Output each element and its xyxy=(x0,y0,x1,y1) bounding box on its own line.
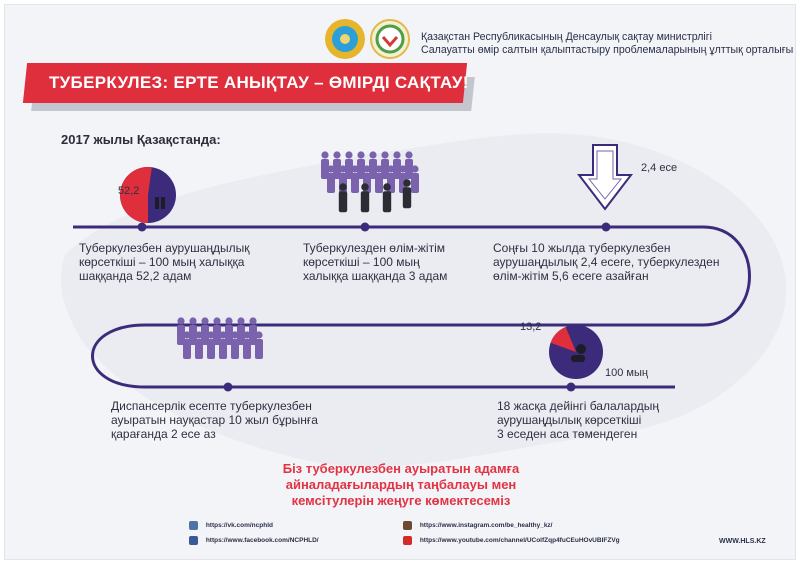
person-head xyxy=(177,317,184,324)
state-emblem-icon xyxy=(323,17,367,61)
fact-2 xyxy=(303,241,447,283)
fact-line: Диспансерлік есепте туберкулезбен xyxy=(111,399,312,413)
fact-5 xyxy=(497,399,659,441)
fact-line: аурушаңдылық көрсеткіші xyxy=(497,413,642,427)
person-body xyxy=(375,173,383,193)
person-head xyxy=(327,165,334,172)
person-head xyxy=(345,151,352,158)
person-head xyxy=(399,165,406,172)
fact-line: шаққанда 52,2 адам xyxy=(79,269,192,283)
fact-line: өлім-жітім 5,6 есеге азайған xyxy=(493,269,649,283)
ministry-line-2: Салауатты өмір салтын қалыптастыру проблемаларының ұлттық орталығы xyxy=(421,44,794,56)
person-head xyxy=(189,317,196,324)
person-body xyxy=(411,173,419,193)
person-head xyxy=(411,165,418,172)
timeline-dot-1 xyxy=(138,223,147,232)
pie-13-chart xyxy=(549,325,603,379)
cta-line-3: кемсітулерін жеңуге көмектесеміз xyxy=(291,493,511,508)
vk-icon xyxy=(189,521,198,530)
instagram-url: https://www.instagram.com/be_healthy_kz/ xyxy=(419,522,553,529)
cta-line-1: Біз туберкулезбен ауыратын адамға xyxy=(282,461,520,476)
vk-url: https://vk.com/ncphld xyxy=(205,522,273,529)
person-head xyxy=(357,151,364,158)
fact-line: Туберкулезбен аурушаңдылық xyxy=(79,241,250,255)
fact-line: көрсеткіші – 100 мың халыққа xyxy=(79,255,245,269)
pie-13-label: 13,2 xyxy=(520,321,542,333)
instagram-link[interactable] xyxy=(403,521,553,530)
person-head xyxy=(381,151,388,158)
person-body xyxy=(361,191,369,212)
vk-link[interactable] xyxy=(189,521,273,530)
person-head xyxy=(255,331,262,338)
timeline-dot-5 xyxy=(567,383,576,392)
youtube-url: https://www.youtube.com/channel/UColfZqp4fuCEuHOvUBIFZVg xyxy=(419,537,620,544)
person-body xyxy=(183,339,191,359)
fact-line: Туберкулезден өлім-жітім xyxy=(303,241,445,255)
cta-line-2: айналадағылардың таңбалауы мен xyxy=(285,477,517,492)
ncphld-logo-icon xyxy=(369,17,411,61)
fact-3 xyxy=(493,241,719,283)
person-head xyxy=(387,165,394,172)
call-to-action xyxy=(5,461,796,509)
person-body xyxy=(383,191,391,212)
person-body xyxy=(207,339,215,359)
fact-4 xyxy=(111,399,318,441)
person-head xyxy=(249,317,256,324)
person-head xyxy=(369,151,376,158)
person-head xyxy=(403,179,411,187)
fact-line: ауыратын науқастар 10 жыл бұрынға xyxy=(111,413,318,427)
person-body xyxy=(255,339,263,359)
person-head xyxy=(219,331,226,338)
youtube-icon xyxy=(403,536,412,545)
website-link[interactable]: WWW.HLS.KZ xyxy=(719,538,766,545)
banner-title: ТУБЕРКУЛЕЗ: ЕРТЕ АНЫҚТАУ – ӨМІРДІ САҚТАУ! xyxy=(49,73,469,92)
person-head xyxy=(393,151,400,158)
subtitle: 2017 жылы Қазақстанда: xyxy=(61,132,221,147)
person-head xyxy=(333,151,340,158)
person-head xyxy=(243,331,250,338)
ministry-text xyxy=(421,31,793,57)
person-head xyxy=(225,317,232,324)
person-head xyxy=(361,183,369,191)
person-head xyxy=(339,183,347,191)
fact-line: Соңғы 10 жылда туберкулезбен xyxy=(493,241,671,255)
person-head xyxy=(213,317,220,324)
person-head xyxy=(183,331,190,338)
facebook-link[interactable] xyxy=(189,536,319,545)
person-head xyxy=(321,151,328,158)
person-head xyxy=(237,317,244,324)
person-head xyxy=(375,165,382,172)
fact-line: аурушаңдылық 2,4 есеге, туберкулезден xyxy=(493,255,720,269)
pie-52-label: 52,2 xyxy=(118,185,140,197)
facebook-icon xyxy=(189,536,198,545)
person-head xyxy=(405,151,412,158)
fact-line: 18 жасқа дейінгі балалардың xyxy=(497,399,659,413)
person-body xyxy=(243,339,251,359)
person-body xyxy=(195,339,203,359)
person-head xyxy=(231,331,238,338)
youtube-link[interactable] xyxy=(403,536,620,545)
person-body xyxy=(231,339,239,359)
instagram-icon xyxy=(403,521,412,530)
fact-line: көрсеткіші – 100 мың xyxy=(303,255,420,269)
person-head xyxy=(195,331,202,338)
ministry-line-1: Қазақстан Республикасының Денсаулық сақтау министрлігі xyxy=(421,31,712,43)
person-head xyxy=(363,165,370,172)
pie-13-base-label: 100 мың xyxy=(605,367,648,379)
infographic-frame xyxy=(4,4,796,560)
person-head xyxy=(351,165,358,172)
person-head xyxy=(207,331,214,338)
decrease-label: 2,4 есе xyxy=(641,162,678,174)
person-body xyxy=(339,191,347,212)
person-head xyxy=(383,183,391,191)
fact-line: қарағанда 2 есе аз xyxy=(111,427,216,441)
person-head xyxy=(201,317,208,324)
timeline-dot-2 xyxy=(361,223,370,232)
person-body xyxy=(351,173,359,193)
fact-line: 3 еседен аса төмендеген xyxy=(497,427,638,441)
person-body xyxy=(327,173,335,193)
timeline-dot-3 xyxy=(602,223,611,232)
timeline-dot-4 xyxy=(224,383,233,392)
person-body xyxy=(403,187,411,208)
facebook-url: https://www.facebook.com/NCPHLD/ xyxy=(205,537,319,544)
fact-1 xyxy=(79,241,250,283)
person-body xyxy=(219,339,227,359)
person-head xyxy=(339,165,346,172)
fact-line: халыққа шаққанда 3 адам xyxy=(303,269,448,283)
